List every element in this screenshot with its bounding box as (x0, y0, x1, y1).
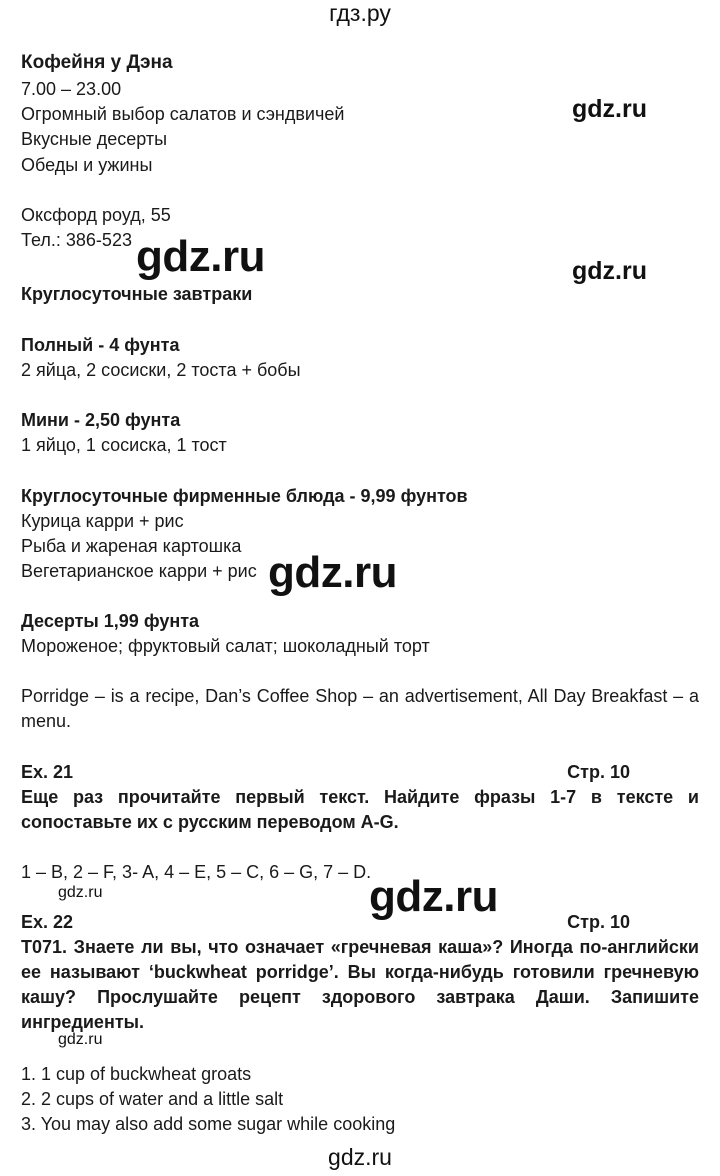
desserts-heading: Десерты 1,99 фунта (21, 611, 200, 631)
ex21-task: Еще раз прочитайте первый текст. Найдите фразы 1-7 в тексте и сопоставьте их с русским переводом A-G. (21, 787, 699, 832)
menu-item-heading: Полный - 4 фунта (21, 335, 180, 355)
watermark-small: gdz.ru (572, 95, 647, 123)
ad-hours: 7.00 – 23.00 (21, 79, 122, 99)
ex22-page: Стр. 10 (567, 912, 630, 932)
ad-phone: Тел.: 386-523 (21, 230, 132, 250)
ad-line-2: Вкусные десерты (21, 129, 168, 149)
desserts-list: Мороженое; фруктовый салат; шоколадный торт (21, 636, 430, 656)
menu-item-desc: 1 яйцо, 1 сосиска, 1 тост (21, 435, 227, 455)
site-header: гдз.ру (329, 0, 391, 26)
menu-item-heading: Мини - 2,50 фунта (21, 410, 181, 430)
watermark-small: gdz.ru (572, 257, 647, 285)
ex22-answer-item: 1. 1 cup of buckwheat groats (21, 1064, 252, 1084)
watermark-tiny: gdz.ru (58, 884, 103, 901)
ex22-label: Ex. 22 (21, 912, 74, 932)
specials-item: Курица карри + рис (21, 511, 184, 531)
watermark-tiny: gdz.ru (58, 1031, 103, 1048)
ad-title: Кофейня у Дэна (21, 52, 173, 73)
watermark-large: gdz.ru (369, 872, 498, 921)
menu-item-desc: 2 яйца, 2 сосиски, 2 тоста + бобы (21, 360, 301, 380)
ex22-answer-item: 2. 2 cups of water and a little salt (21, 1089, 284, 1109)
ex21-page: Стр. 10 (567, 762, 630, 782)
ad-line-1: Огромный выбор салатов и сэндвичей (21, 104, 345, 124)
specials-item: Рыба и жареная картошка (21, 536, 242, 556)
menu-title: Круглосуточные завтраки (21, 284, 253, 304)
ex21-answer: 1 – B, 2 – F, 3- A, 4 – E, 5 – C, 6 – G, 7 – D. (21, 862, 372, 882)
ex21-label: Ex. 21 (21, 762, 74, 782)
specials-heading: Круглосуточные фирменные блюда - 9,99 фунтов (21, 486, 468, 506)
specials-item: Вегетарианское карри + рис (21, 561, 257, 581)
site-footer: gdz.ru (328, 1144, 392, 1170)
ad-address: Оксфорд роуд, 55 (21, 205, 171, 225)
answer-text: Porridge – is a recipe, Dan’s Coffee Shop – an advertisement, All Day Breakfast – a menu. (21, 686, 699, 731)
watermark-large: gdz.ru (136, 232, 265, 281)
ex22-answer-item: 3. You may also add some sugar while cooking (21, 1114, 396, 1134)
watermark-large: gdz.ru (268, 548, 397, 597)
ad-line-3: Обеды и ужины (21, 155, 153, 175)
ex22-task: T071. Знаете ли вы, что означает «гречневая каша»? Иногда по-английски ее называют ‘buckwheat porridge’. Вы когда-нибудь готовили гречневую кашу? Прослушайте рецепт здорового завтрака Даши. Запишите ингредиенты. (21, 937, 699, 1032)
